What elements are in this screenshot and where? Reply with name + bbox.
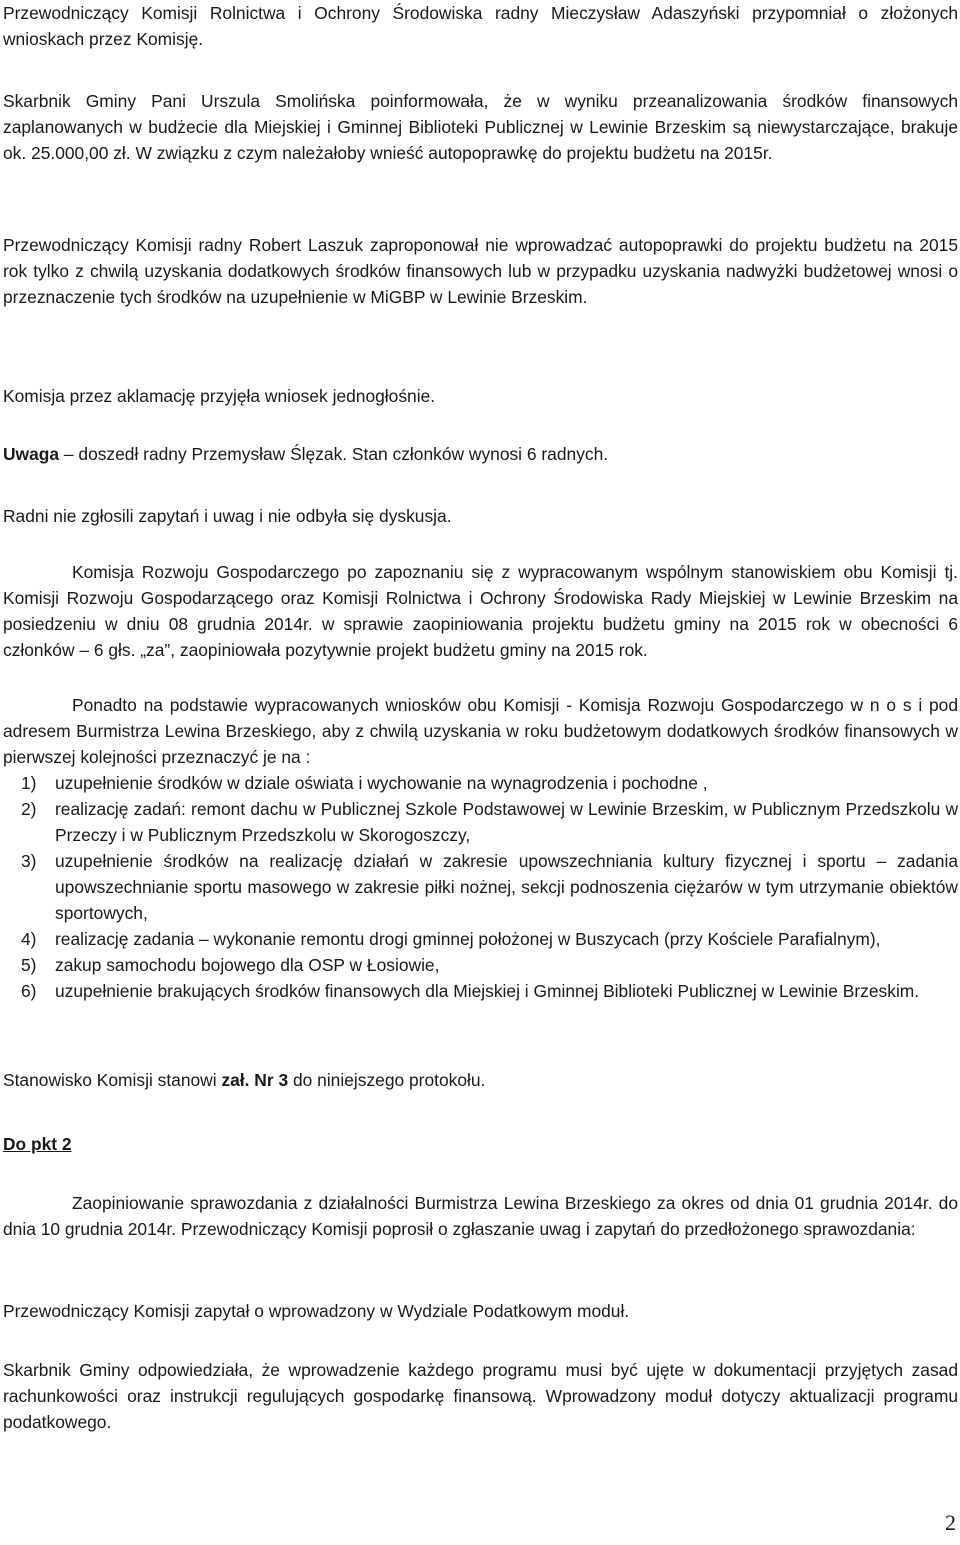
paragraph-adaszynski: Przewodniczący Komisji Rolnictwa i Ochrony Środowiska radny Mieczysław Adaszyński przypomniał o złożonych wnioskach przez Komisję.: [3, 3, 958, 49]
paragraph-acclamation: Komisja przez aklamację przyjęła wniosek jednogłośnie.: [3, 386, 436, 406]
section-heading: Do pkt 2: [3, 1134, 72, 1154]
paragraph-committee-opinion: Komisja Rozwoju Gospodarczego po zapoznaniu się z wypracowanym wspólnym stanowiskiem obu Komisji tj. Komisji Rozwoju Gospodarzącego oraz Komisji Rolnictwa i Ochrony Środowiska Rady Miejskiej w Lewinie Brzeskim na posiedzeniu w dniu 08 grudnia 2014r. w sprawie zaopiniowania projektu budżetu gminy na 2015 rok w obecności 6 członków – 6 głs. „za”, zaopiniowała pozytywnie projekt budżetu gminy na 2015 rok.: [3, 562, 958, 660]
list-item: 4) realizację zadania – wykonanie remontu drogi gminnej położonej w Buszycach (przy Kościele Parafialnym),: [21, 929, 881, 949]
list-item: 5) zakup samochodu bojowego dla OSP w Łosiowie,: [21, 955, 440, 975]
paragraph-motions: Ponadto na podstawie wypracowanych wniosków obu Komisji - Komisja Rozwoju Gospodarczego w n o s i pod adresem Burmistrza Lewina Brzeskiego, aby z chwilą uzyskania w roku budżetowym dodatkowych środków finansowych w pierwszej kolejności przeznaczyć je na :: [3, 695, 958, 767]
list-item: 2) realizację zadań: remont dachu w Publicznej Szkole Podstawowej w Lewinie Brzeskim, w Publicznym Przedszkolu w Przeczy i w Publicznym Przedszkolu w Skorogoszczy,: [21, 799, 958, 845]
list-item: 1) uzupełnienie środków w dziale oświata i wychowanie na wynagrodzenia i pochodne ,: [21, 773, 708, 793]
note-label: Uwaga: [3, 444, 60, 464]
list-item: 3) uzupełnienie środków na realizację działań w zakresie upowszechniania kultury fizycznej i sportu – zadania upowszechnianie sportu masowego w zakresie piłki nożnej, sekcji podnoszenia ciężarów w tym utrzymanie obiektów sportowych,: [21, 851, 958, 923]
paragraph-attachment: Stanowisko Komisji stanowi zał. Nr 3 do niniejszego protokołu.: [3, 1070, 486, 1090]
paragraph-laszuk-proposal: Przewodniczący Komisji radny Robert Laszuk zaproponował nie wprowadzać autopoprawki do projektu budżetu na 2015 rok tylko z chwilą uzyskania dodatkowych środków finansowych lub w przypadku uzyskania nadwyżki budżetowej wnosi o przeznaczenie tych środków na uzupełnienie w MiGBP w Lewinie Brzeskim.: [3, 235, 958, 307]
motions-list: [3, 770, 958, 1004]
paragraph-no-questions: Radni nie zgłosili zapytań i uwag i nie odbyła się dyskusja.: [3, 506, 452, 526]
page-number: 2: [945, 1510, 956, 1535]
paragraph-skarbnik-budget: Skarbnik Gminy Pani Urszula Smolińska poinformowała, że w wyniku przeanalizowania środków finansowych zaplanowanych w budżecie dla Miejskiej i Gminnej Biblioteki Publicznej w Lewinie Brzeskim są niewystarczające, brakuje ok. 25.000,00 zł. W związku z czym należałoby wnieść autopoprawkę do projektu budżetu na 2015r.: [3, 91, 958, 163]
list-item: 6) uzupełnienie brakujących środków finansowych dla Miejskiej i Gminnej Biblioteki Publicznej w Lewinie Brzeskim.: [21, 981, 920, 1001]
note-text: – doszedł radny Przemysław Ślęzak. Stan członków wynosi 6 radnych.: [59, 444, 609, 464]
paragraph-note: [3, 441, 958, 467]
paragraph-tax-module-question: Przewodniczący Komisji zapytał o wprowadzony w Wydziale Podatkowym moduł.: [3, 1301, 630, 1321]
paragraph-report: Zaopiniowanie sprawozdania z działalności Burmistrza Lewina Brzeskiego za okres od dnia 01 grudnia 2014r. do dnia 10 grudnia 2014r. Przewodniczący Komisji poprosił o zgłaszanie uwag i zapytań do przedłożonego sprawozdania:: [3, 1193, 958, 1239]
attachment-ref: zał. Nr 3: [221, 1070, 289, 1090]
paragraph-skarbnik-answer: Skarbnik Gminy odpowiedziała, że wprowadzenie każdego programu musi być ujęte w dokumentacji przyjętych zasad rachunkowości oraz instrukcji regulujących gospodarkę finansową. Wprowadzony moduł dotyczy aktualizacji programu podatkowego.: [3, 1360, 958, 1432]
